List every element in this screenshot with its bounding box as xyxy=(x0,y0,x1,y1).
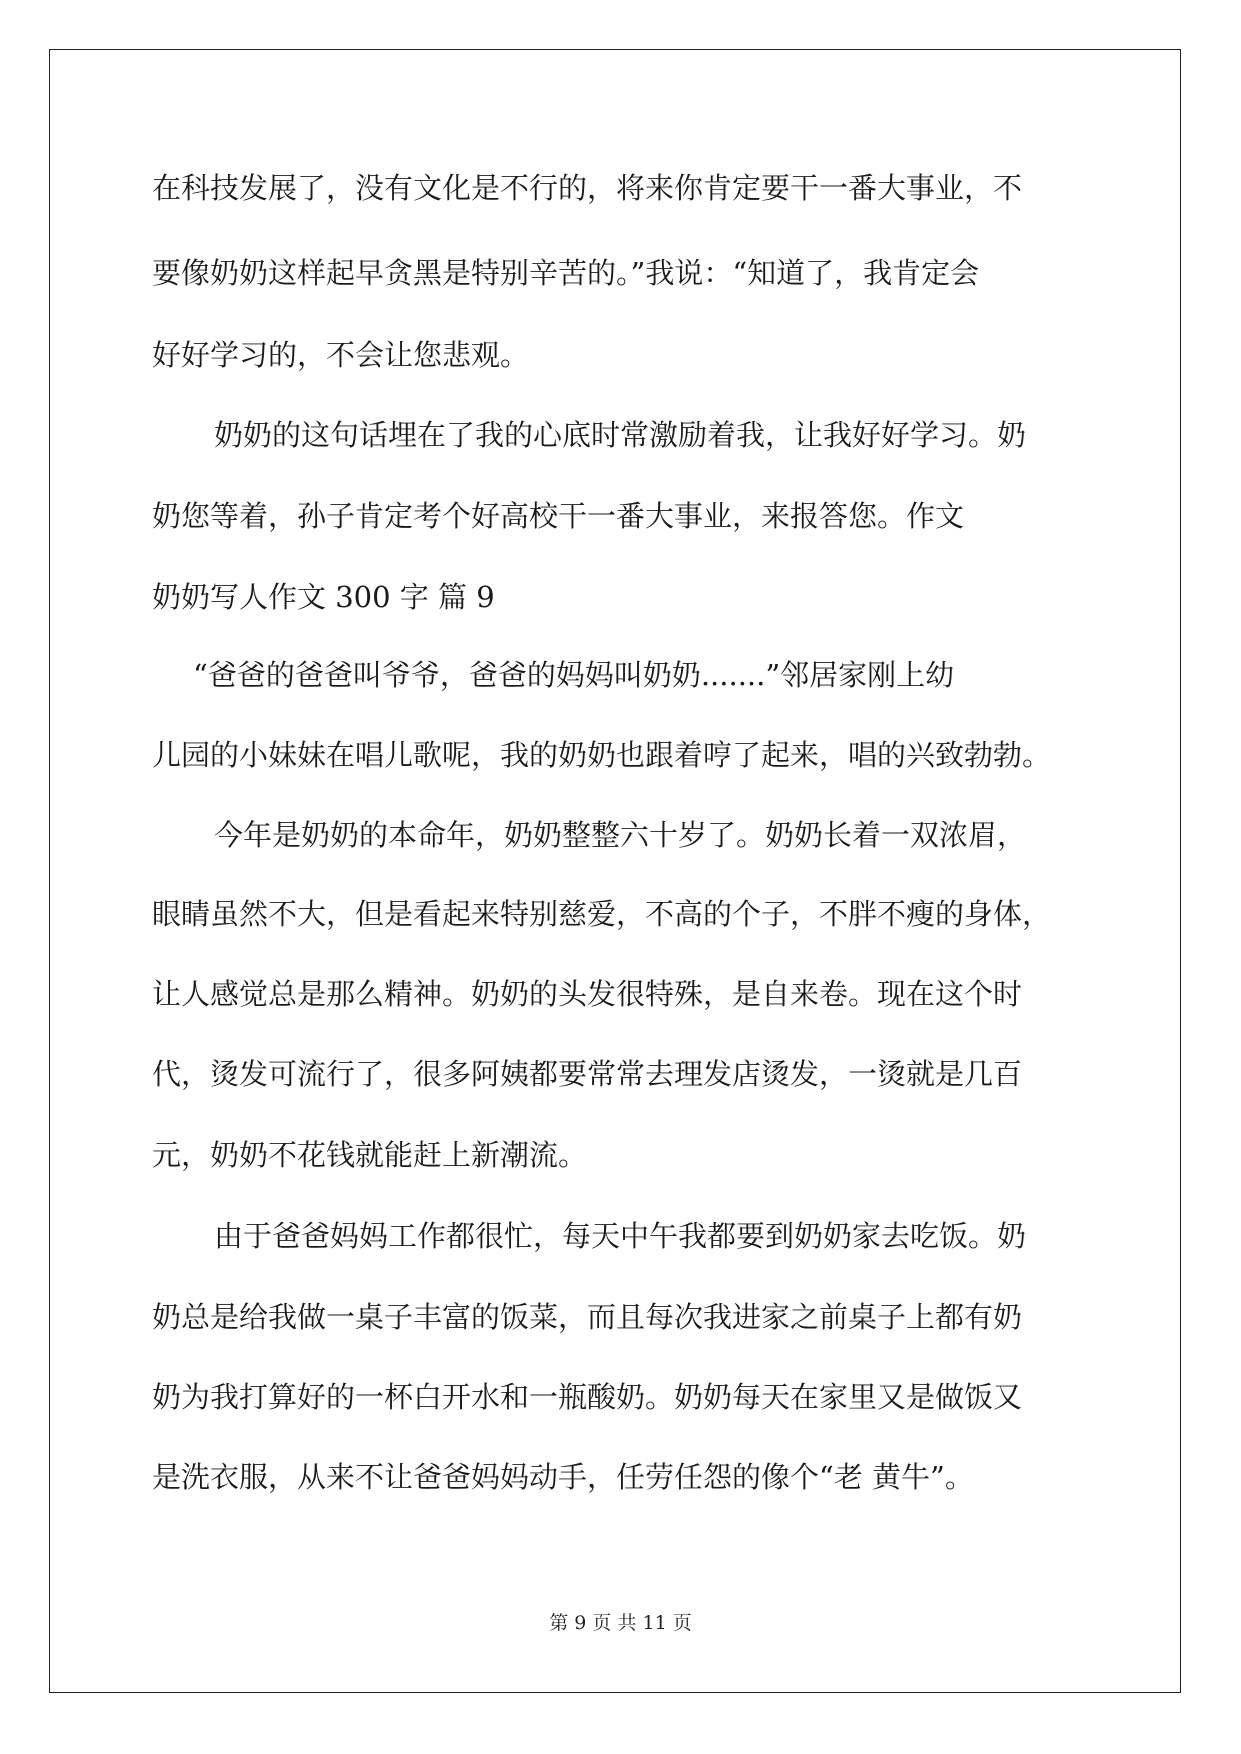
text-line: 儿园的小妹妹在唱儿歌呢，我的奶奶也跟着哼了起来，唱的兴致勃勃。 xyxy=(152,738,1052,772)
text-line: 元，奶奶不花钱就能赶上新潮流。 xyxy=(152,1138,588,1172)
text-line: 是洗衣服，从来不让爸爸妈妈动手，任劳任怨的像个“老 黄牛”。 xyxy=(152,1460,974,1494)
paragraph-start-line: “爸爸的爸爸叫爷爷，爸爸的妈妈叫奶奶.......”邻居家刚上幼 xyxy=(193,658,955,692)
section-heading: 奶奶写人作文 300 字 篇 9 xyxy=(152,580,495,614)
text-line: 奶为我打算好的一杯白开水和一瓶酸奶。奶奶每天在家里又是做饭又 xyxy=(152,1380,1023,1414)
text-line: 代，烫发可流行了，很多阿姨都要常常去理发店烫发，一烫就是几百 xyxy=(152,1057,1023,1091)
text-line: 眼睛虽然不大，但是看起来特别慈爱，不高的个子，不胖不瘦的身体， xyxy=(152,897,1052,931)
paragraph-start-line: 由于爸爸妈妈工作都很忙，每天中午我都要到奶奶家去吃饭。奶 xyxy=(214,1219,1027,1253)
text-line: 奶您等着，孙子肯定考个好高校干一番大事业，来报答您。作文 xyxy=(152,499,965,533)
paragraph-start-line: 今年是奶奶的本命年，奶奶整整六十岁了。奶奶长着一双浓眉， xyxy=(214,818,1027,852)
text-line: 奶总是给我做一桌子丰富的饭菜，而且每次我进家之前桌子上都有奶 xyxy=(152,1300,1023,1334)
text-line: 在科技发展了，没有文化是不行的，将来你肯定要干一番大事业，不 xyxy=(152,171,1023,205)
page-border xyxy=(49,49,1181,1693)
text-line: 要像奶奶这样起早贪黑是特别辛苦的。”我说：“知道了，我肯定会 xyxy=(152,256,980,290)
paragraph-start-line: 奶奶的这句话埋在了我的心底时常激励着我，让我好好学习。奶 xyxy=(214,418,1027,452)
page-number: 第 9 页 共 11 页 xyxy=(549,1612,692,1634)
text-line: 好好学习的，不会让您悲观。 xyxy=(152,338,530,372)
text-line: 让人感觉总是那么精神。奶奶的头发很特殊，是自来卷。现在这个时 xyxy=(152,977,1023,1011)
